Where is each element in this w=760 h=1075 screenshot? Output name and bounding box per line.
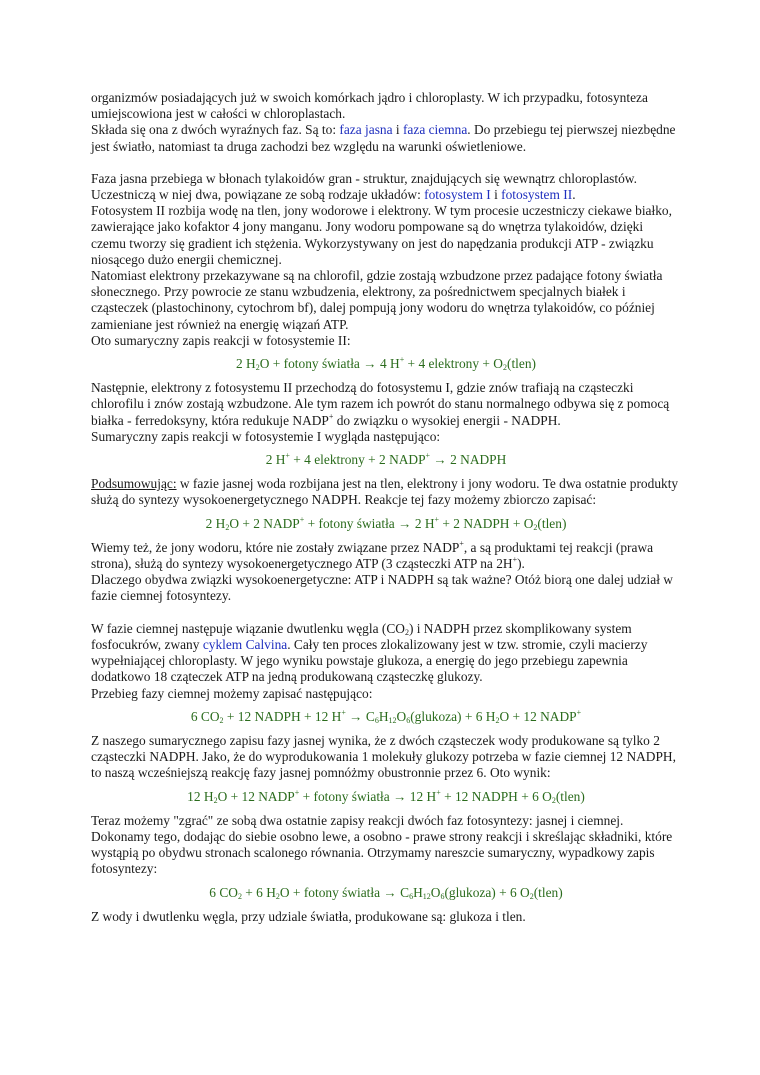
link-faza-ciemna[interactable]: faza ciemna bbox=[402, 122, 468, 138]
paragraph: Oto sumaryczny zapis reakcji w fotosystemie II: bbox=[91, 332, 351, 348]
paragraph: Natomiast elektrony przekazywane są na chlorofil, gdzie zostają wzbudzone przez padające fotony światła słonecznego. Przy powrocie ze stanu wzbudzenia, elektrony, za pośrednictwem specjalnych białek i cząsteczek (plastochinony, cytochrom bf), dalej pompują jony wodoru do wnętrza tylakoidów, co później zamieniane jest również na energię wiązań ATP. bbox=[91, 268, 663, 332]
link-cykl-calvina[interactable]: cyklem Calvina bbox=[202, 636, 288, 652]
equation-photosystem-ii: 2 $H_2O$ + fotony światła → 4 H+ + 4 elektrony + $O_2(tlen)$ bbox=[236, 355, 536, 373]
equation-dark-phase: 6 $CO_2 + 12$ NADPH + 12 $H^+ \to C_6H_{12}O_6(glukoza) + 6$ $H_2O + 12$ NADP+ bbox=[190, 707, 582, 725]
paragraph: organizmów posiadających już w swoich komórkach jądro i chloroplasty. W ich przypadku, fotosynteza umiejscowiona jest w całości w chloroplastach. bbox=[91, 90, 648, 122]
paragraph: Dlaczego obydwa związki wysokoenergetyczne: ATP i NADPH są tak ważne? Otóż biorą one dalej udział w fazie ciemnej fotosyntezy. bbox=[91, 572, 673, 604]
equation-light-phase-x6: 12 $H_2O + 12$ NADP+ + fotony światła → 12 H+ + 12 NADPH + 6 $O_2(tlen)$ bbox=[187, 787, 585, 805]
link-fotosystem-ii[interactable]: fotosystem II bbox=[501, 187, 573, 203]
link-faza-jasna[interactable]: faza jasna bbox=[339, 122, 393, 138]
equation-photosynthesis-total: 6 $CO_2 + 6$ $H_2O$ + fotony światła → $C_6H_{12}O_6(glukoza) + 6$ $O_2(tlen)$ bbox=[209, 884, 563, 901]
paragraph: Sumaryczny zapis reakcji w fotosystemie I wygląda następująco: bbox=[91, 428, 441, 444]
equation-light-phase: 2 $H_2O + 2$ NADP+ + fotony światła → 2 H+ + 2 NADPH + $O_2(tlen)$ bbox=[205, 514, 567, 532]
summary-label: Podsumowując: bbox=[91, 476, 177, 492]
paragraph-dark-phase: W fazie ciemnej następuje wiązanie dwutlenku węgla $(CO_2)$ i NADPH przez skomplikowany system fosfocukrów, zwany cyklem Calvina. Cały ten proces zlokalizowany jest w tzw. stromie, czyli macierzy wypełniającej chloroplasty. W jego wyniku powstaje glukoza, a energię do jego przebiegu zapewnia dodatkowo 18 cząteczek ATP na jedną produkowaną cząsteczkę glukozy. bbox=[91, 620, 648, 685]
paragraph: Fotosystem II rozbija wodę na tlen, jony wodorowe i elektrony. W tym procesie uczestniczy ciekawe białko, zawierające jako kofaktor 4 jony manganu. Jony wodoru pompowane są do wnętrza tylakoidów, dzięki czemu tworzy się gradient ich stężenia. Wykorzystywany on jest do napędzania produkcji ATP - związku niosącego dużo energii chemicznej. bbox=[91, 203, 672, 267]
equation-photosystem-i: 2 H+ + 4 elektrony + 2 NADP+ → 2 NADPH bbox=[265, 451, 507, 468]
document-body bbox=[91, 90, 681, 925]
paragraph: Następnie, elektrony z fotosystemu II przechodzą do fotosystemu I, gdzie znów trafiają na cząsteczki chlorofilu i znów zostają wzbudzone. Ale tym razem ich powrót do stanu normalnego odbywa się z pomocą białka - ferredoksyny, która redukuje NADP+ do związku o wysokiej energii - NADPH. bbox=[91, 380, 670, 428]
paragraph-summary: Podsumowując: w fazie jasnej woda rozbijana jest na tlen, elektrony i jony wodoru. Te dwa ostatnie produkty służą do syntezy wysokoenergetycznego NADPH. Reakcje tej fazy możemy zbiorczo zapisać: bbox=[91, 476, 679, 508]
paragraph-conclusion: Z wody i dwutlenku węgla, przy udziale światła, produkowane są: glukoza i tlen. bbox=[91, 908, 526, 924]
paragraph-phases: Składa się ona z dwóch wyraźnych faz. Są to: faza jasna i faza ciemna. Do przebiegu tej pierwszej niezbędne jest światło, natomiast ta druga zachodzi bez względu na warunki oświetleniowe. bbox=[91, 122, 676, 154]
link-fotosystem-i[interactable]: fotosystem I bbox=[424, 187, 491, 203]
paragraph: Teraz możemy "zgrać" ze sobą dwa ostatnie zapisy reakcji dwóch faz fotosyntezy: jasnej i ciemnej. Dokonamy tego, dodając do siebie osobno lewe, a osobno - prawe strony reakcji i skreślając składniki, które wystąpią po obydwu stronach scalonego równania. Otrzymamy nareszcie sumaryczny, wypadkowy zapis fotosyntezy: bbox=[91, 812, 673, 877]
paragraph-light-phase: Faza jasna przebiega w błonach tylakoidów gran - struktur, znajdujących się wewnątrz chloroplastów. Uczestniczą w niej dwa, powiązane ze sobą rodzaje układów: fotosystem I i fotosystem II. bbox=[91, 170, 637, 203]
paragraph: Z naszego sumarycznego zapisu fazy jasnej wynika, że z dwóch cząsteczek wody produkowane są tylko 2 cząsteczki NADPH. Jako, że do wyprodukowania 1 molekuły glukozy potrzeba w fazie ciemnej 12 NADPH, to naszą wcześniejszą reakcję fazy jasnej pomnóżmy obustronnie przez 6. Oto wynik: bbox=[91, 732, 676, 781]
paragraph: Wiemy też, że jony wodoru, które nie zostały związane przez NADP+, a są produktami tej reakcji (prawa strona), służą do syntezy wysokoenergetycznego ATP (3 cząsteczki ATP na 2H+). bbox=[91, 538, 654, 572]
paragraph: Przebieg fazy ciemnej możemy zapisać następująco: bbox=[91, 685, 373, 701]
